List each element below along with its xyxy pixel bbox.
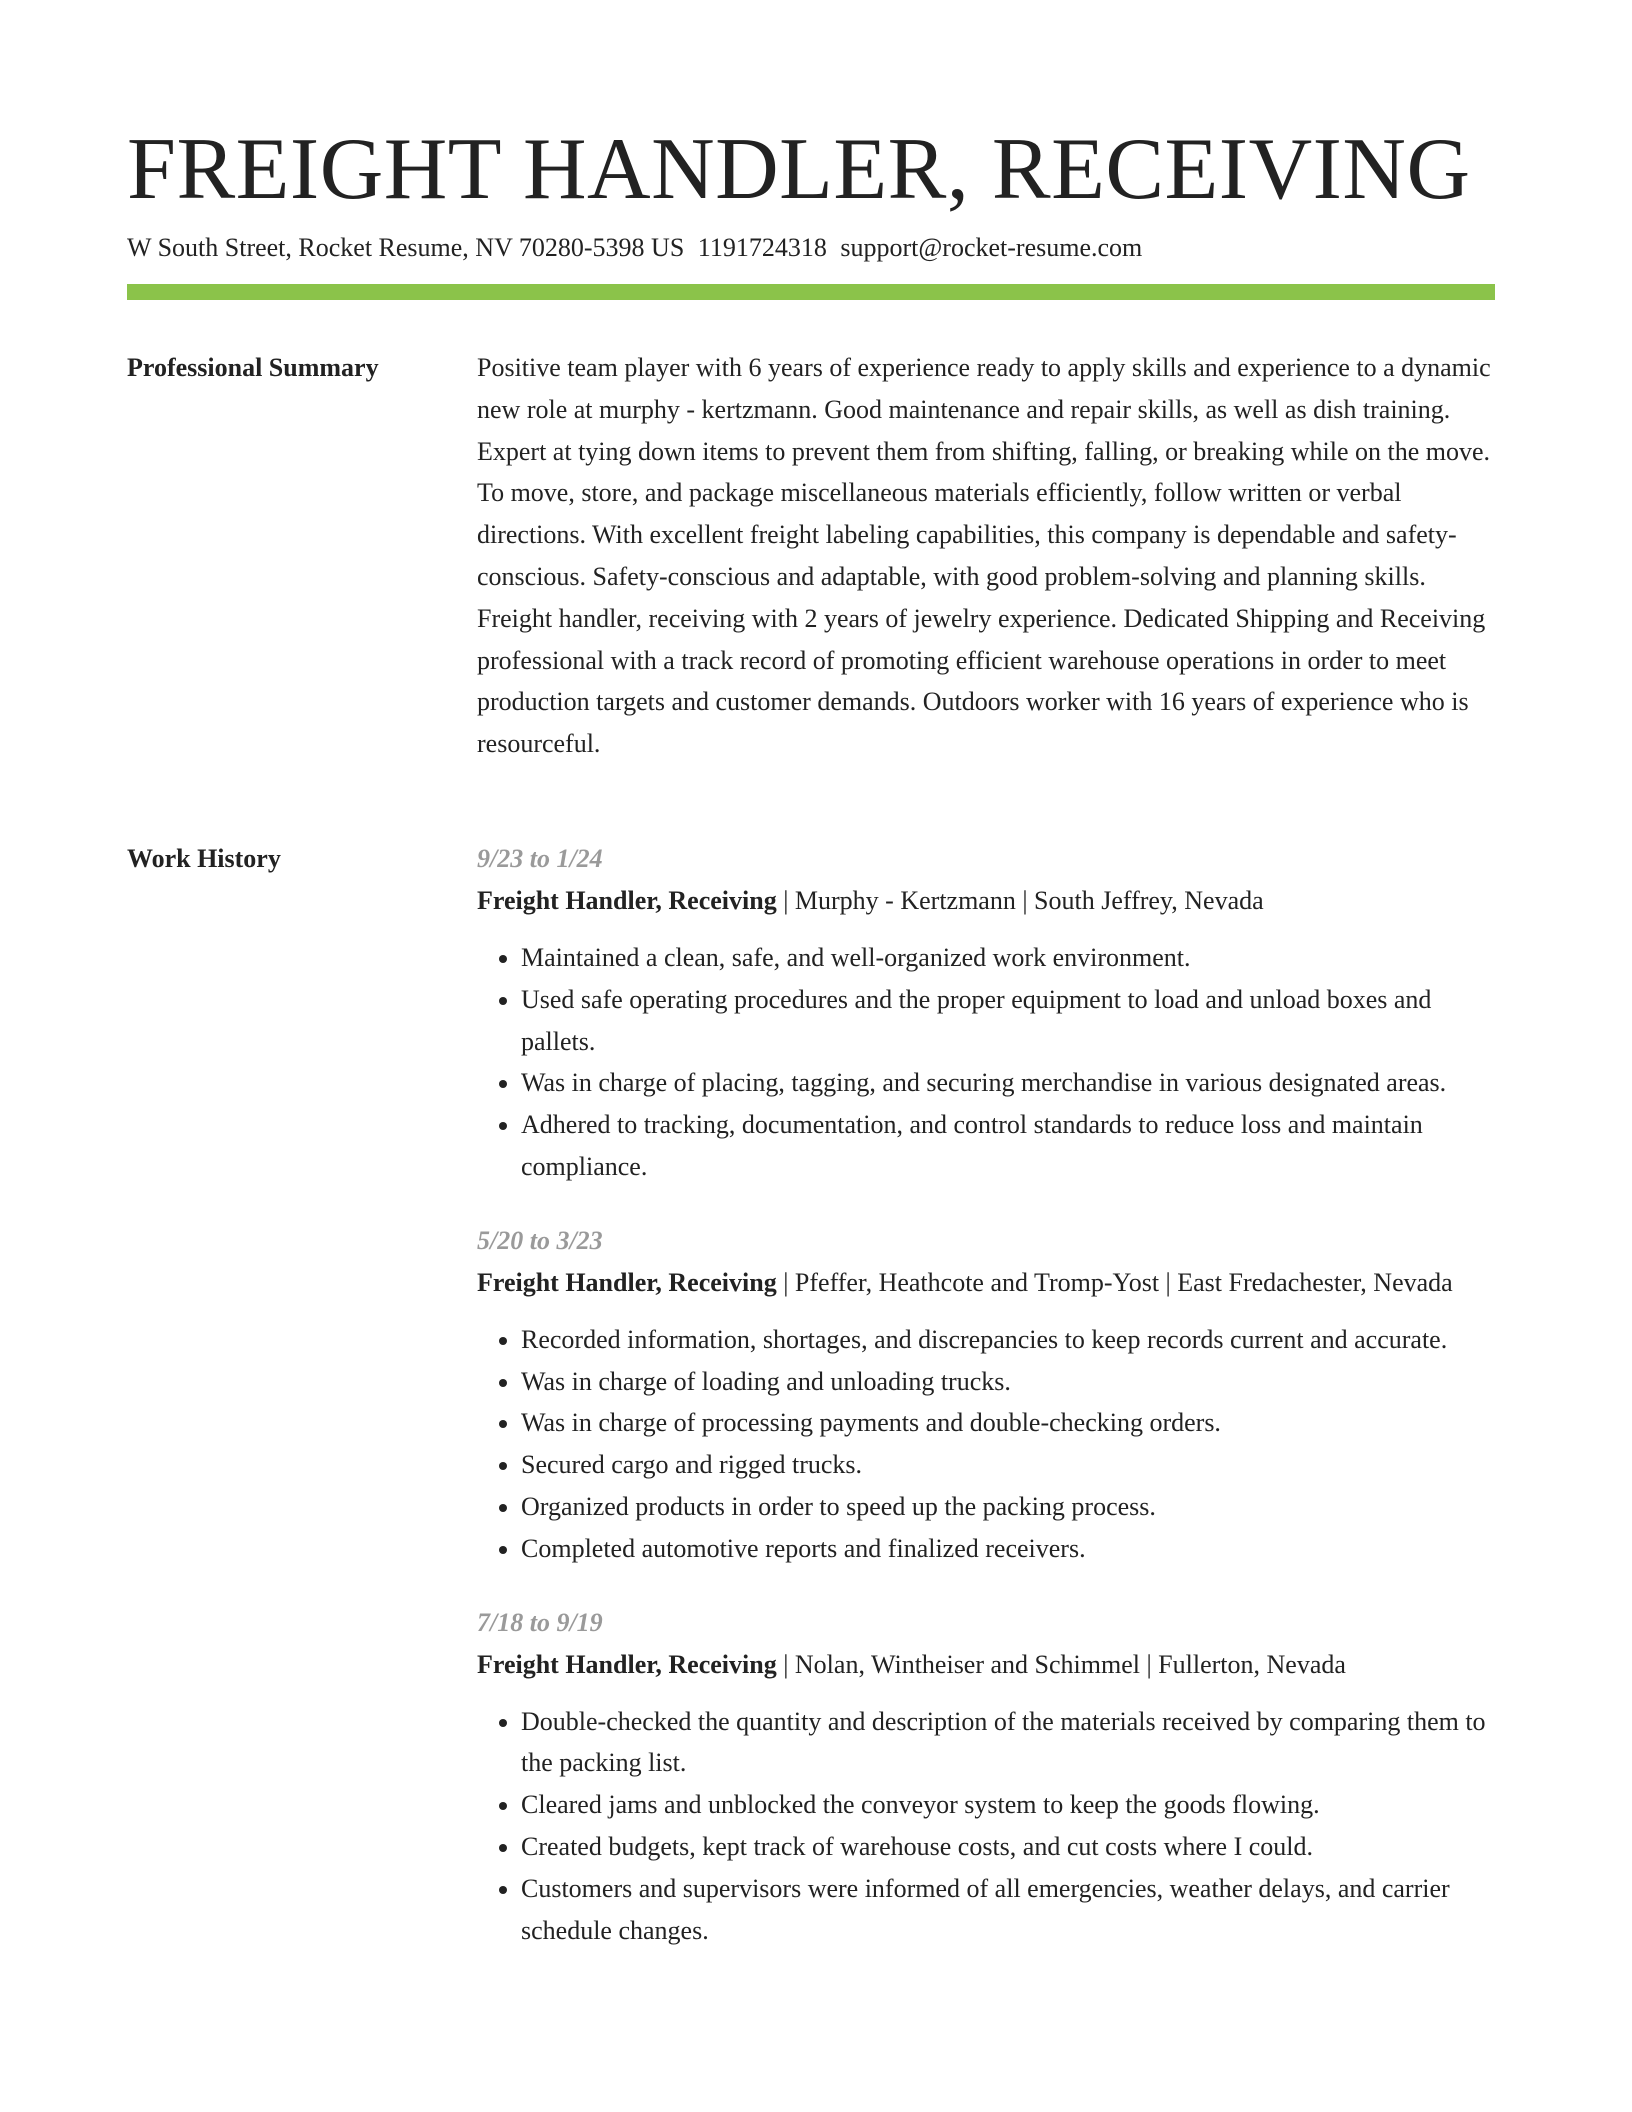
job-bullet: • Was in charge of loading and unloading trucks. <box>521 1361 1495 1403</box>
job-dates: 7/18 to 9/19 <box>477 1607 603 1637</box>
job-bullet-list <box>477 1319 1495 1570</box>
summary-heading: Professional Summary <box>127 353 379 382</box>
contact-phone: 1191724318 <box>697 233 827 262</box>
job-entry <box>477 1602 1495 1952</box>
job-bullet: • Used safe operating procedures and the proper equipment to load and unload boxes and pallets. <box>521 979 1495 1063</box>
job-heading <box>477 880 1495 922</box>
job-title: Freight Handler, Receiving <box>477 1649 777 1679</box>
job-company-location: | Pfeffer, Heathcote and Tromp-Yost | East Fredachester, Nevada <box>776 1267 1453 1297</box>
job-dates: 5/20 to 3/23 <box>477 1225 603 1255</box>
job-bullet: • Created budgets, kept track of warehouse costs, and cut costs where I could. <box>521 1826 1495 1868</box>
job-bullet: • Double-checked the quantity and description of the materials received by comparing them to the packing list. <box>521 1701 1495 1785</box>
job-bullet: • Secured cargo and rigged trucks. <box>521 1444 1495 1486</box>
job-bullet: • Was in charge of placing, tagging, and securing merchandise in various designated areas. <box>521 1062 1495 1104</box>
contact-line <box>127 228 1142 268</box>
job-bullet-list <box>477 1701 1495 1952</box>
job-bullet: • Completed automotive reports and finalized receivers. <box>521 1528 1495 1570</box>
job-entry <box>477 1220 1495 1570</box>
work-history-body <box>477 838 1495 1983</box>
job-bullet: • Was in charge of processing payments and double-checking orders. <box>521 1402 1495 1444</box>
job-bullet: • Adhered to tracking, documentation, and control standards to reduce loss and maintain compliance. <box>521 1104 1495 1188</box>
work-history-heading: Work History <box>127 844 281 873</box>
job-title: Freight Handler, Receiving <box>477 886 777 915</box>
job-bullet: • Maintained a clean, safe, and well-organized work environment. <box>521 937 1495 979</box>
contact-email: support@rocket-resume.com <box>840 233 1143 262</box>
job-title: Freight Handler, Receiving <box>477 1267 777 1297</box>
contact-address: W South Street, Rocket Resume, NV 70280-5398 US <box>127 233 685 262</box>
summary-text: Positive team player with 6 years of experience ready to apply skills and experience to a dynamic new role at murphy - kertzmann. Good maintenance and repair skills, as well as dish training. Expert at tying down items to prevent them from shifting, falling, or breaking while on the move. To move, store, and package miscellaneous materials efficiently, follow written or verbal directions. With excellent freight labeling capabilities, this company is dependable and safety-conscious. Safety-conscious and adaptable, with good problem-solving and planning skills. Freight handler, receiving with 2 years of jewelry experience. Dedicated Shipping and Receiving professional with a track record of promoting efficient warehouse operations in order to meet production targets and customer demands. Outdoors worker with 16 years of experience who is resourceful. <box>477 353 1491 759</box>
job-bullet: • Cleared jams and unblocked the conveyor system to keep the goods flowing. <box>521 1784 1495 1826</box>
header-divider <box>127 284 1495 300</box>
job-company-location: | Murphy - Kertzmann | South Jeffrey, Nevada <box>776 886 1264 915</box>
job-company-location: | Nolan, Wintheiser and Schimmel | Fullerton, Nevada <box>776 1649 1346 1679</box>
summary-body <box>477 347 1495 765</box>
job-heading <box>477 1262 1495 1304</box>
job-bullet: • Recorded information, shortages, and discrepancies to keep records current and accurate. <box>521 1319 1495 1361</box>
job-heading <box>477 1644 1495 1686</box>
job-bullet: • Organized products in order to speed up the packing process. <box>521 1486 1495 1528</box>
job-bullet-list <box>477 937 1495 1188</box>
resume-name: FREIGHT HANDLER, RECEIVING <box>127 121 1471 218</box>
job-dates: 9/23 to 1/24 <box>477 844 603 873</box>
job-bullet: • Customers and supervisors were informed of all emergencies, weather delays, and carrier schedule changes. <box>521 1868 1495 1952</box>
job-entry <box>477 838 1495 1188</box>
